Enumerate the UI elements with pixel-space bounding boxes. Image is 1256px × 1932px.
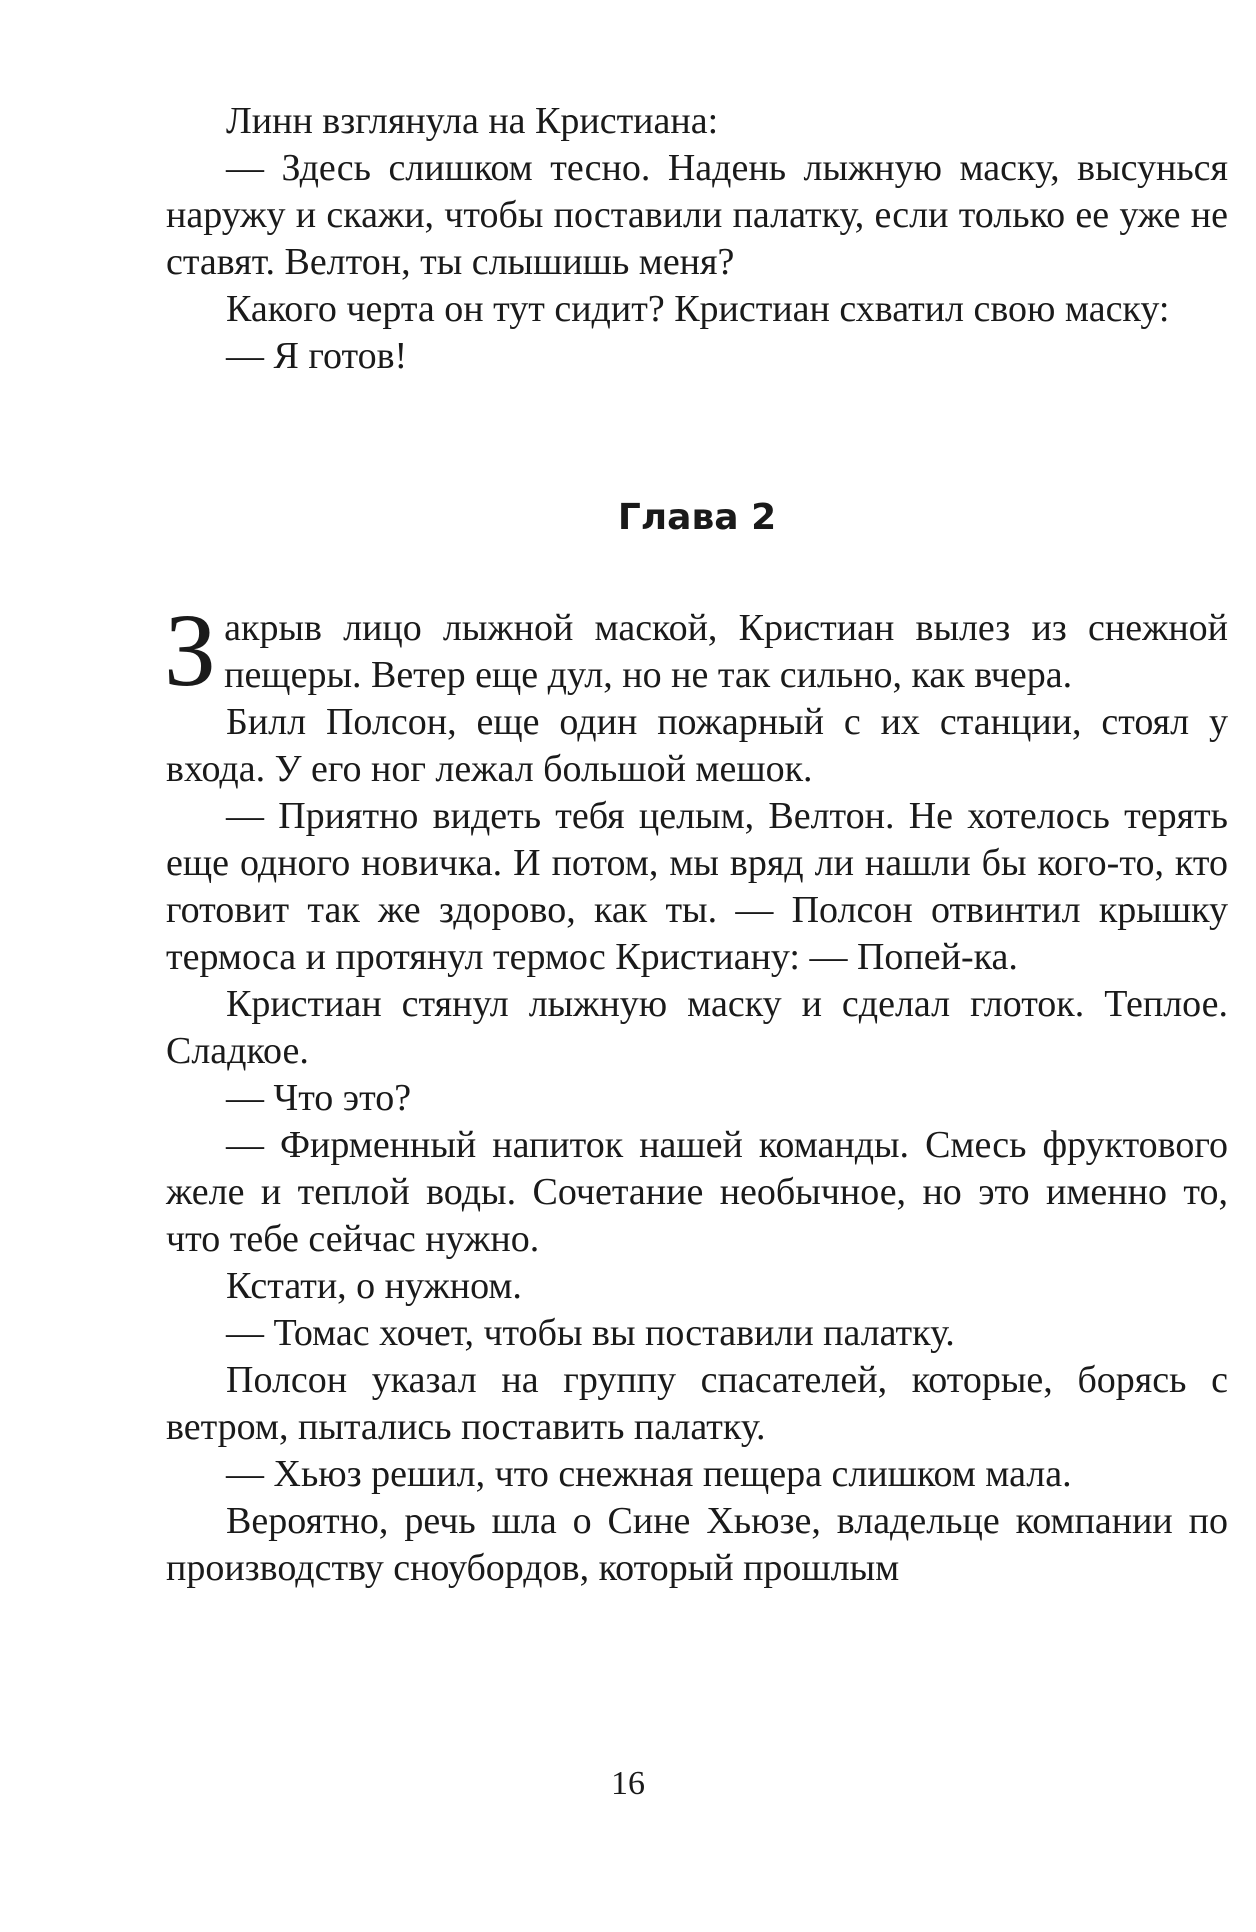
spacer — [166, 380, 1228, 493]
paragraph: Кристиан стянул лыжную маску и сделал глоток. Теплое. Сладкое. — [166, 983, 1228, 1072]
page-number: 16 — [611, 1765, 645, 1802]
paragraph: — Здесь слишком тесно. Надень лыжную маску, высунься наружу и скажи, чтобы поставили палатку, если только ее уже не ставят. Велтон, ты слышишь меня? — [166, 147, 1228, 283]
paragraph: Полсон указал на группу спасателей, которые, борясь с ветром, пытались поставить палатку. — [166, 1359, 1228, 1448]
paragraph: Линн взглянула на Кристиана: — [226, 100, 719, 142]
first-paragraph-text: акрыв лицо лыжной маской, Кристиан вылез из снежной пещеры. Ветер еще дул, но не так сильно, как вчера. — [224, 607, 1228, 696]
paragraph: — Что это? — [226, 1077, 412, 1119]
paragraph: — Томас хочет, чтобы вы поставили палатку. — [226, 1312, 955, 1354]
paragraph: Кстати, о нужном. — [226, 1265, 522, 1307]
paragraph: — Хьюз решил, что снежная пещера слишком мала. — [226, 1453, 1072, 1495]
spacer — [166, 543, 1228, 605]
book-page — [166, 98, 1228, 1592]
paragraph: — Фирменный напиток нашей команды. Смесь фруктового желе и теплой воды. Сочетание необычное, но это именно то, что тебе сейчас нужно. — [166, 1124, 1228, 1260]
paragraph: Билл Полсон, еще один пожарный с их станции, стоял у входа. У его ног лежал большой мешок. — [166, 701, 1228, 790]
paragraph: — Приятно видеть тебя целым, Велтон. Не хотелось терять еще одного новичка. И потом, мы вряд ли нашли бы кого-то, кто готовит так же здорово, как ты. — Полсон отвинтил крышку термоса и протянул термос Кристиану: — Попей-ка. — [166, 795, 1228, 978]
paragraph: — Я готов! — [226, 335, 408, 377]
drop-cap: З — [164, 593, 217, 708]
chapter-title: Глава 2 — [617, 497, 777, 538]
paragraph: Вероятно, речь шла о Сине Хьюзе, владельце компании по производству сноубордов, который прошлым — [166, 1500, 1228, 1589]
paragraph: Какого черта он тут сидит? Кристиан схватил свою маску: — [226, 288, 1170, 330]
chapter-first-paragraph — [164, 593, 1228, 708]
